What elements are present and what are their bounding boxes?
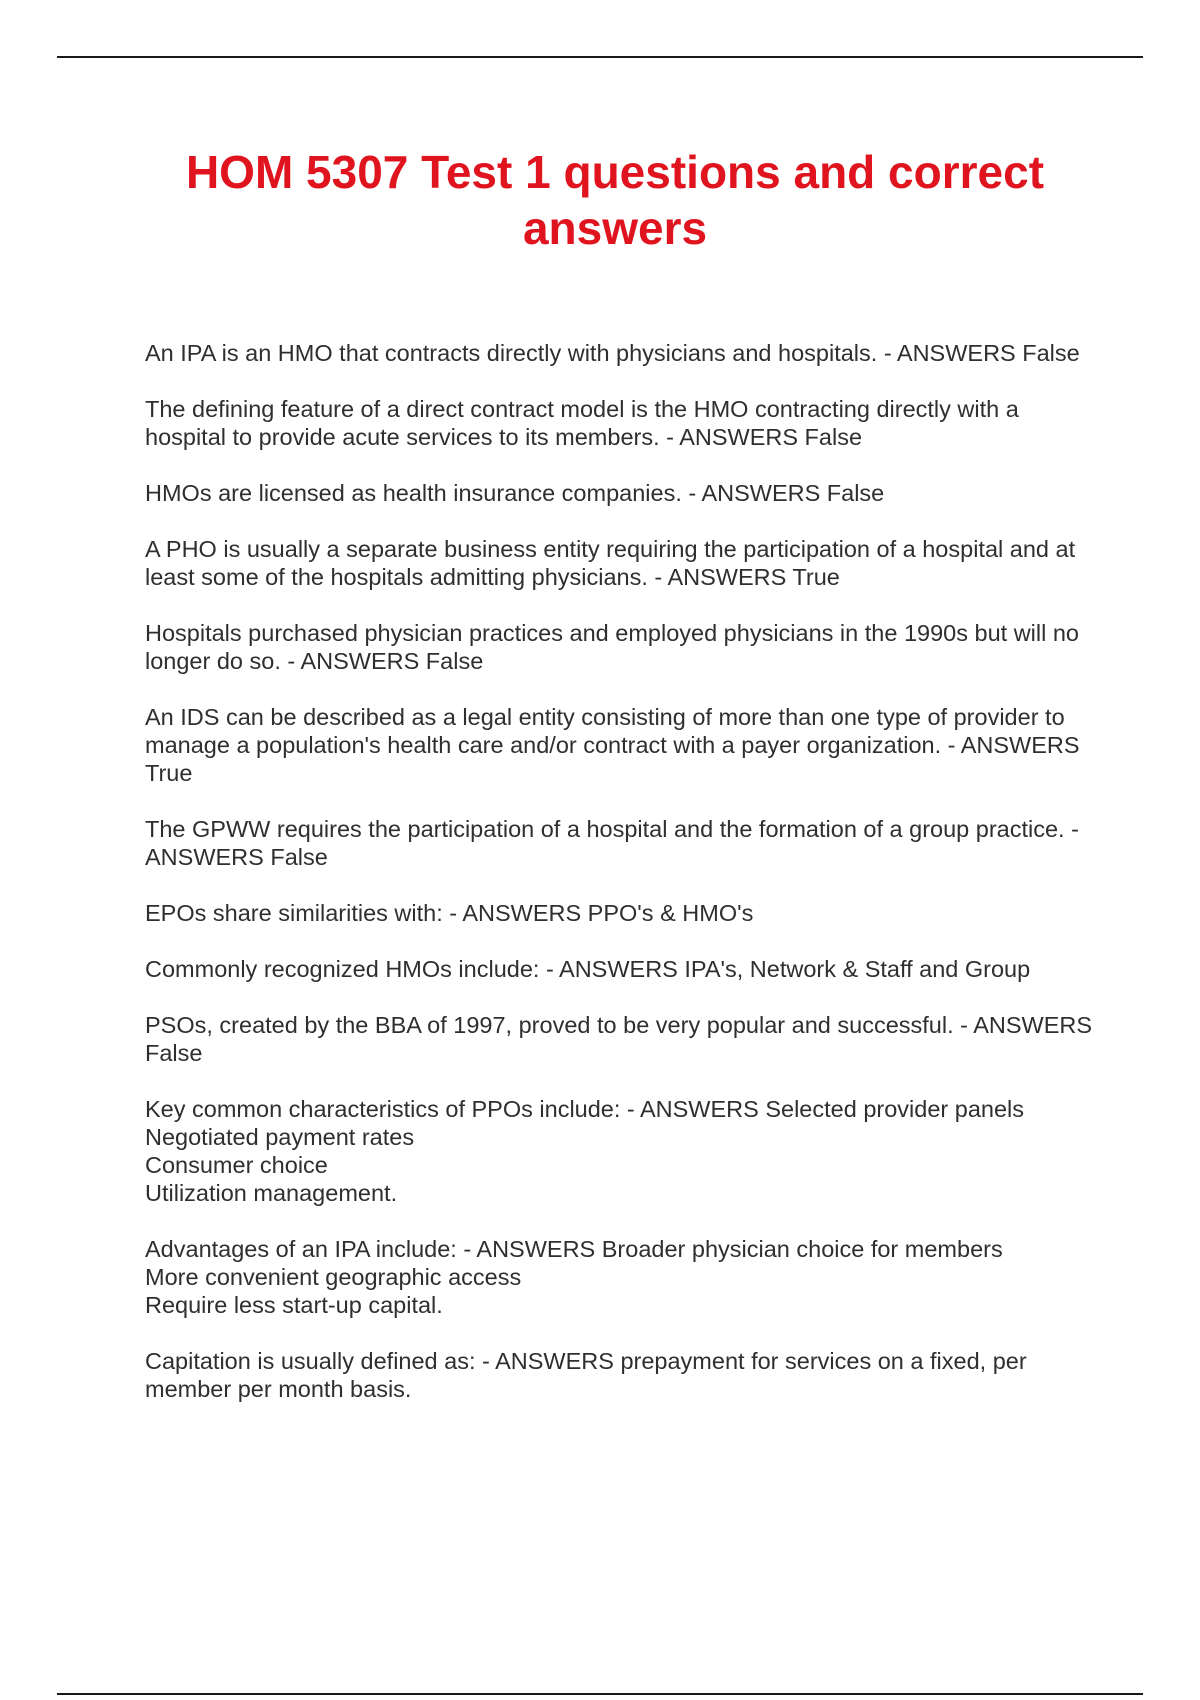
qa-list bbox=[145, 339, 1095, 1431]
qa-item: Key common characteristics of PPOs include: - ANSWERS Selected provider panels Negotiated payment rates Consumer choice Utilization management. bbox=[145, 1096, 1025, 1206]
qa-item: An IDS can be described as a legal entity consisting of more than one type of provider to manage a population's health care and/or contract with a payer organization. - ANSWERS True bbox=[145, 704, 1080, 786]
qa-item: A PHO is usually a separate business entity requiring the participation of a hospital and at least some of the hospitals admitting physicians. - ANSWERS True bbox=[145, 536, 1076, 590]
qa-item: EPOs share similarities with: - ANSWERS PPO's & HMO's bbox=[145, 900, 754, 926]
top-rule bbox=[57, 56, 1143, 58]
qa-item: HMOs are licensed as health insurance companies. - ANSWERS False bbox=[145, 480, 885, 506]
bottom-rule bbox=[57, 1693, 1143, 1695]
qa-item: The defining feature of a direct contract model is the HMO contracting directly with a hospital to provide acute services to its members. - ANSWERS False bbox=[145, 396, 1019, 450]
qa-item: Capitation is usually defined as: - ANSWERS prepayment for services on a fixed, per member per month basis. bbox=[145, 1348, 1027, 1402]
qa-item: Hospitals purchased physician practices and employed physicians in the 1990s but will no longer do so. - ANSWERS False bbox=[145, 620, 1079, 674]
qa-item: An IPA is an HMO that contracts directly with physicians and hospitals. - ANSWERS False bbox=[145, 340, 1080, 366]
document-title: HOM 5307 Test 1 questions and correct answers bbox=[185, 146, 1045, 254]
qa-item: Commonly recognized HMOs include: - ANSWERS IPA's, Network & Staff and Group bbox=[145, 956, 1031, 982]
qa-item: The GPWW requires the participation of a hospital and the formation of a group practice. - ANSWERS False bbox=[145, 816, 1079, 870]
qa-item: PSOs, created by the BBA of 1997, proved to be very popular and successful. - ANSWERS False bbox=[145, 1012, 1093, 1066]
qa-item: Advantages of an IPA include: - ANSWERS Broader physician choice for members More convenient geographic access Require less start-up capital. bbox=[145, 1236, 1003, 1318]
